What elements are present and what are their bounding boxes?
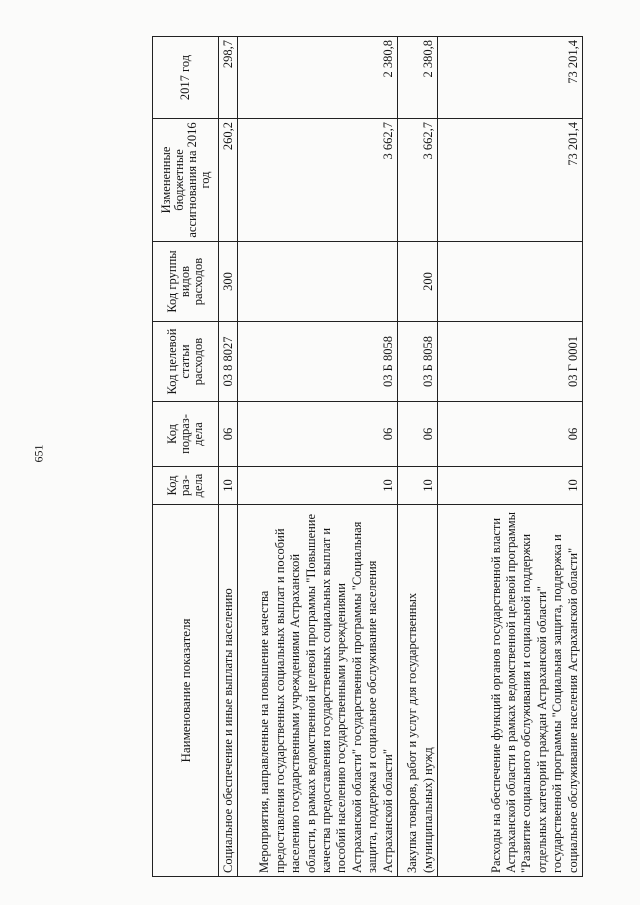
row-2017: 2 380,8 (238, 37, 398, 119)
row-name: Социальное обеспечение и иные выплаты населению (219, 505, 238, 877)
row-razdel: 10 (238, 467, 398, 505)
budget-table (152, 36, 583, 877)
row-vr (238, 242, 398, 322)
row-name: Расходы на обеспечение функций органов государственной власти Астраханской области в рамках ведомственной целевой программы "Развитие социального обслуживания и социальной поддержки отдельных категорий граждан Астраханской области" государственной программы "Социальная защита, поддержка и социальное обслуживание населения Астраханской области" (438, 505, 583, 877)
page-number: 651 (31, 444, 46, 463)
row-razdel: 10 (438, 467, 583, 505)
row-2017: 2 380,8 (398, 37, 438, 119)
row-budget2016: 73 201,4 (438, 119, 583, 242)
table-row (238, 37, 398, 877)
col-header-name: Наименование показателя (153, 505, 219, 877)
row-vr: 300 (219, 242, 238, 322)
row-razdel: 10 (398, 467, 438, 505)
col-header-podrazdel: Код подраз-дела (153, 402, 219, 467)
col-header-budget2016: Измененные бюджетные ассигнования на 2016 год (153, 119, 219, 242)
row-podrazdel: 06 (238, 402, 398, 467)
table-row (398, 37, 438, 877)
col-header-csr: Код целевой статьи расходов (153, 322, 219, 402)
rotated-table-wrapper (152, 37, 582, 877)
table-row (438, 37, 583, 877)
row-vr (438, 242, 583, 322)
row-name: Закупка товаров, работ и услуг для государственных (муниципальных) нужд (398, 505, 438, 877)
row-csr: 03 Г 0001 (438, 322, 583, 402)
row-podrazdel: 06 (438, 402, 583, 467)
row-2017: 298,7 (219, 37, 238, 119)
row-podrazdel: 06 (398, 402, 438, 467)
col-header-vr: Код группы видов расходов (153, 242, 219, 322)
row-2017: 73 201,4 (438, 37, 583, 119)
row-csr: 03 Б 8058 (238, 322, 398, 402)
row-name: Мероприятия, направленные на повышение качества предоставления государственных социальных выплат и пособий населению государственными учреждениями Астраханской области, в рамках ведомственной целевой программы "Повышение качества предоставления государственных социальных выплат и пособий населению государственными учреждениями Астраханской области" государственной программы "Социальная защита, поддержка и социальное обслуживание населения Астраханской области" (238, 505, 398, 877)
col-header-2017: 2017 год (153, 37, 219, 119)
row-csr: 03 Б 8058 (398, 322, 438, 402)
table-row (219, 37, 238, 877)
row-budget2016: 3 662,7 (238, 119, 398, 242)
row-razdel: 10 (219, 467, 238, 505)
row-csr: 03 8 8027 (219, 322, 238, 402)
row-budget2016: 260,2 (219, 119, 238, 242)
row-budget2016: 3 662,7 (398, 119, 438, 242)
row-vr: 200 (398, 242, 438, 322)
header-row (153, 37, 219, 877)
col-header-razdel: Код раз-дела (153, 467, 219, 505)
row-podrazdel: 06 (219, 402, 238, 467)
